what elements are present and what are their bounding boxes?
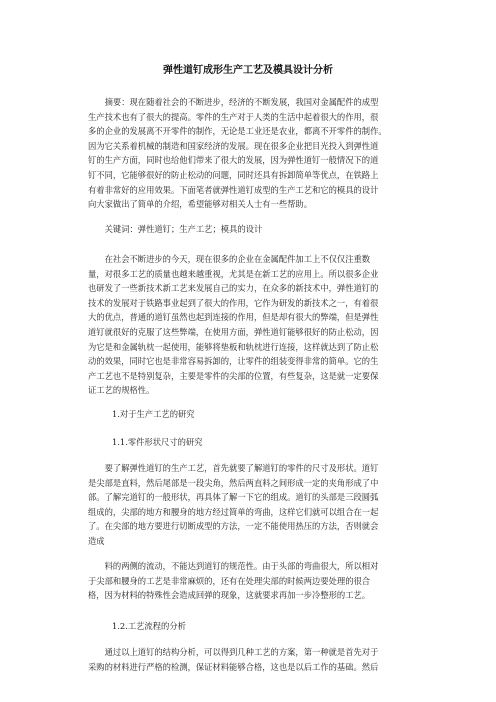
text-line: 技术的发展对于铁路事业起到了很大的作用，它作为研发的新技术之一，有着很 <box>88 297 379 308</box>
text-line: 格，因为材料的特殊性会造成回弹的现象，这就要求再加一步冷整形的工艺。 <box>88 590 371 601</box>
text-line: 料的两侧的流动，不能达到道钉的规范性。由于头部的弯曲很大，所以相对 <box>88 561 379 571</box>
text-line: 了。在尖部的地方要进行切断成型的方法，一定不能使用热压的方法，否则就会 <box>88 521 379 532</box>
intro-paragraph <box>88 252 408 398</box>
text-line: 造成 <box>88 535 105 546</box>
text-line: 有着非常好的应用效果。下面笔者就弹性道钉成型的生产工艺和它的模具的设计 <box>88 184 379 195</box>
text-line: 要了解弹性道钉的生产工艺，首先就要了解道钉的零件的尺寸及形状。道钉 <box>88 463 379 473</box>
text-line: 在社会不断进步的今天，现在很多的企业在金属配件加工上不仅仅注重数 <box>88 254 371 264</box>
abstract-paragraph <box>88 95 408 212</box>
keywords-line <box>88 222 408 237</box>
text-line: 证工艺的规格性。 <box>88 385 155 396</box>
text-line: 是尖部是直料，然后尾部是一段尖角，然后两直料之间形成一定的夹角形成了中 <box>88 477 379 488</box>
text-line: 钉的生产方面，同时也给他们带来了很大的发展，因为弹性道钉一般情况下的道 <box>88 155 379 166</box>
document-title: 弹性道钉成形生产工艺及模具设计分析 <box>163 65 333 76</box>
text-line: 动的效果，同时它也是非常容易拆卸的，让零件的组装变得非常的简单。它的生 <box>88 356 379 367</box>
text-line: 采购的材料进行严格的检测，保证材料能够合格，这也是以后工作的基础。然后 <box>88 661 379 672</box>
subsection-heading: 1.1.零件形状尺寸的研究 <box>112 437 203 447</box>
text-line: 于尖部和腰身的工艺是非常麻烦的，还有在处理尖部的时候两边要处理的很合 <box>88 575 371 586</box>
section-heading: 1.对于生产工艺的研究 <box>112 409 195 419</box>
text-line: 产工艺也不是特别复杂，主要是零件的尖部的位置，有些复杂，这是就一定要保 <box>88 370 379 381</box>
text-line: 为它是和金属轨枕一起使用，能够将垫板和轨枕进行连接，这样就达到了防止松 <box>88 341 379 352</box>
section-paragraph <box>88 461 408 549</box>
subsection-heading: 1.2.工艺流程的分析 <box>112 621 186 631</box>
text-line: 道钉就很好的克服了这些弊端，在使用方面，弹性道钉能够很好的防止松动，因 <box>88 326 379 337</box>
text-line: 钉不同，它能够很好的防止松动的问题，同时还具有拆卸简单等优点，在铁路上 <box>88 169 379 180</box>
text-line: 因为它关系着机械的制造和国家经济的发展。现在很多企业把目光投入到弹性道 <box>88 140 379 151</box>
section-paragraph <box>88 559 408 603</box>
keywords-text: 关键词：弹性道钉；生产工艺；模具的设计 <box>88 224 263 234</box>
section-paragraph <box>88 645 408 674</box>
text-line: 也研发了一些新技术新工艺来发展自己的实力，在众多的新技术中，弹性道钉的 <box>88 283 379 294</box>
text-line: 摘要：现在随着社会的不断进步，经济的不断发展，我国对金属配件的成型 <box>88 97 379 107</box>
text-line: 大的优点，普通的道钉虽然也起到连接的作用，但是却有很大的弊端，但是弹性 <box>88 312 379 323</box>
text-line: 部。了解完道钉的一般形状，再具体了解一下它的组成。道钉的头部是三段圆弧 <box>88 492 379 503</box>
text-line: 向大家做出了简单的介绍，希望能够对相关人士有一些帮助。 <box>88 199 313 210</box>
text-line: 多的企业的发展离不开零件的制作，无论是工业还是农业，都离不开零件的制作。 <box>88 126 387 137</box>
text-line: 通过以上道钉的结构分析，可以得到几种工艺的方案，第一种就是首先对于 <box>88 647 379 657</box>
text-line: 组成的，尖部的地方和腰身的地方经过简单的弯曲，这样它们就可以组合在一起 <box>88 506 379 517</box>
text-line: 生产技术也有了很大的提高。零件的生产对于人类的生活中起着很大的作用，很 <box>88 111 379 122</box>
text-line: 量，对很多工艺的质量也越来越重视，尤其是在新工艺的应用上。所以很多企业 <box>88 268 379 279</box>
